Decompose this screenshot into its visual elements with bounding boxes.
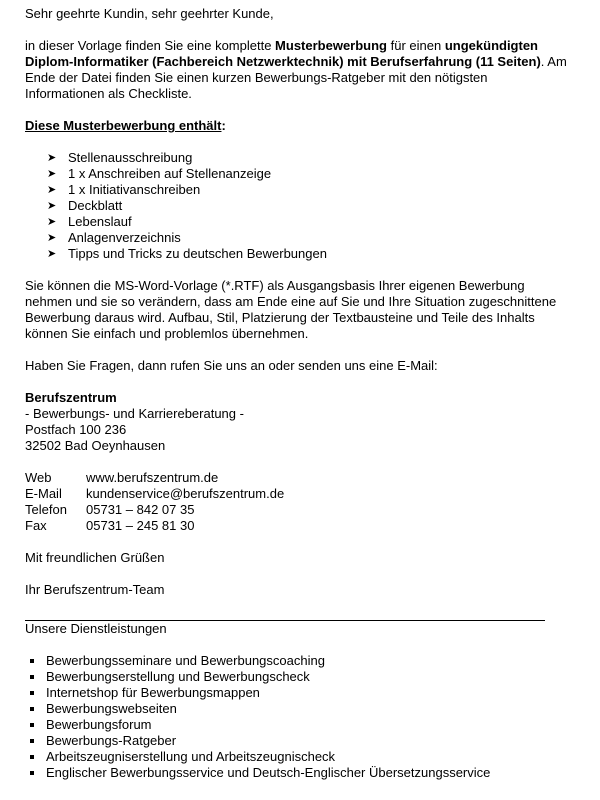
document-page	[25, 6, 570, 781]
service-item	[30, 733, 570, 749]
square-bullet-icon	[30, 739, 34, 743]
signature: Ihr Berufszentrum-Team	[25, 582, 165, 597]
address-line: Postfach 100 236	[25, 422, 127, 437]
contents-list	[25, 150, 570, 262]
address-line: - Bewerbungs- und Karriereberatung -	[25, 406, 244, 421]
contact-value: www.berufszentrum.de	[86, 470, 219, 485]
list-item	[47, 214, 570, 230]
contact-value: 05731 – 842 07 35	[86, 502, 195, 517]
intro-bold-musterbewerbung: Musterbewerbung	[275, 38, 388, 53]
list-item-text: Deckblatt	[68, 198, 123, 213]
square-bullet-icon	[30, 771, 34, 775]
address-line: 32502 Bad Oeynhausen	[25, 438, 166, 453]
contact-row	[25, 486, 284, 502]
list-item-text: 1 x Anschreiben auf Stellenanzeige	[68, 166, 272, 181]
service-item	[30, 765, 570, 781]
square-bullet-icon	[30, 691, 34, 695]
arrowhead-icon: ➤	[47, 200, 57, 212]
service-item	[30, 685, 570, 701]
contact-label: E-Mail	[25, 486, 62, 501]
intro-paragraph	[25, 38, 570, 102]
contents-heading-colon: :	[221, 118, 226, 133]
contact-value: 05731 – 245 81 30	[86, 518, 195, 533]
square-bullet-icon	[30, 675, 34, 679]
questions-line: Haben Sie Fragen, dann rufen Sie uns an oder senden uns eine E-Mail:	[25, 358, 438, 373]
contact-label: Telefon	[25, 502, 67, 517]
company-name: Berufszentrum	[25, 390, 117, 405]
arrowhead-icon: ➤	[47, 232, 57, 244]
service-item-text: Bewerbungserstellung und Bewerbungscheck	[46, 669, 310, 684]
service-item	[30, 669, 570, 685]
greeting: Sehr geehrte Kundin, sehr geehrter Kunde,	[25, 6, 274, 21]
list-item-text: Tipps und Tricks zu deutschen Bewerbungen	[68, 246, 327, 261]
services-heading: Unsere Dienstleistungen	[25, 621, 167, 636]
service-item-text: Bewerbungsseminare und Bewerbungscoaching	[46, 653, 325, 668]
service-item	[30, 701, 570, 717]
list-item	[47, 198, 570, 214]
square-bullet-icon	[30, 723, 34, 727]
service-item	[30, 653, 570, 669]
service-item	[30, 717, 570, 733]
arrowhead-icon: ➤	[47, 184, 57, 196]
contents-heading-text: Diese Musterbewerbung enthält	[25, 118, 222, 133]
service-item-text: Bewerbungs-Ratgeber	[46, 733, 177, 748]
service-item-text: Englischer Bewerbungsservice und Deutsch-Englischer Übersetzungsservice	[46, 765, 491, 780]
list-item	[47, 246, 570, 262]
contact-row	[25, 502, 284, 518]
intro-text-c: für einen	[387, 38, 445, 53]
service-item-text: Bewerbungsforum	[46, 717, 152, 732]
address-block	[25, 406, 570, 454]
arrowhead-icon: ➤	[47, 248, 57, 260]
service-item-text: Internetshop für Bewerbungsmappen	[46, 685, 260, 700]
square-bullet-icon	[30, 755, 34, 759]
contents-heading	[25, 118, 570, 134]
list-item-text: Anlagenverzeichnis	[68, 230, 181, 245]
list-item	[47, 150, 570, 166]
list-item-text: 1 x Initiativanschreiben	[68, 182, 201, 197]
contact-label: Web	[25, 470, 52, 485]
arrowhead-icon: ➤	[47, 152, 57, 164]
services-list	[25, 653, 570, 781]
contact-table	[25, 470, 284, 534]
intro-text-a: in dieser Vorlage finden Sie eine komplette	[25, 38, 276, 53]
list-item	[47, 166, 570, 182]
list-item-text: Stellenausschreibung	[68, 150, 193, 165]
closing: Mit freundlichen Grüßen	[25, 550, 165, 565]
square-bullet-icon	[30, 707, 34, 711]
contact-row	[25, 518, 284, 534]
list-item-text: Lebenslauf	[68, 214, 132, 229]
contact-value: kundenservice@berufszentrum.de	[86, 486, 285, 501]
intro-bold-position: ungekündigten Diplom-Informatiker (Fachbereich Netzwerktechnik) mit Berufserfahrung (11 Seiten)	[25, 38, 541, 69]
contact-row	[25, 470, 284, 486]
contact-label: Fax	[25, 518, 47, 533]
service-item	[30, 749, 570, 765]
list-item	[47, 230, 570, 246]
service-item-text: Arbeitszeugniserstellung und Arbeitszeugnischeck	[46, 749, 336, 764]
square-bullet-icon	[30, 659, 34, 663]
body-paragraph: Sie können die MS-Word-Vorlage (*.RTF) als Ausgangsbasis Ihrer eigenen Bewerbung nehmen und sie so verändern, dass am Ende eine auf Sie und Ihre Situation zugeschnittene Bewerbung daraus wird. Aufbau, Stil, Platzierung der Textbausteine und Teile des Inhalts können Sie einfach und problemlos übernehmen.	[25, 278, 557, 341]
arrowhead-icon: ➤	[47, 168, 57, 180]
service-item-text: Bewerbungswebseiten	[46, 701, 177, 716]
intro-text-e: . Am Ende der Datei finden Sie einen kurzen Bewerbungs-Ratgeber mit den nötigsten Informationen als Checkliste.	[25, 54, 567, 101]
arrowhead-icon: ➤	[47, 216, 57, 228]
list-item	[47, 182, 570, 198]
